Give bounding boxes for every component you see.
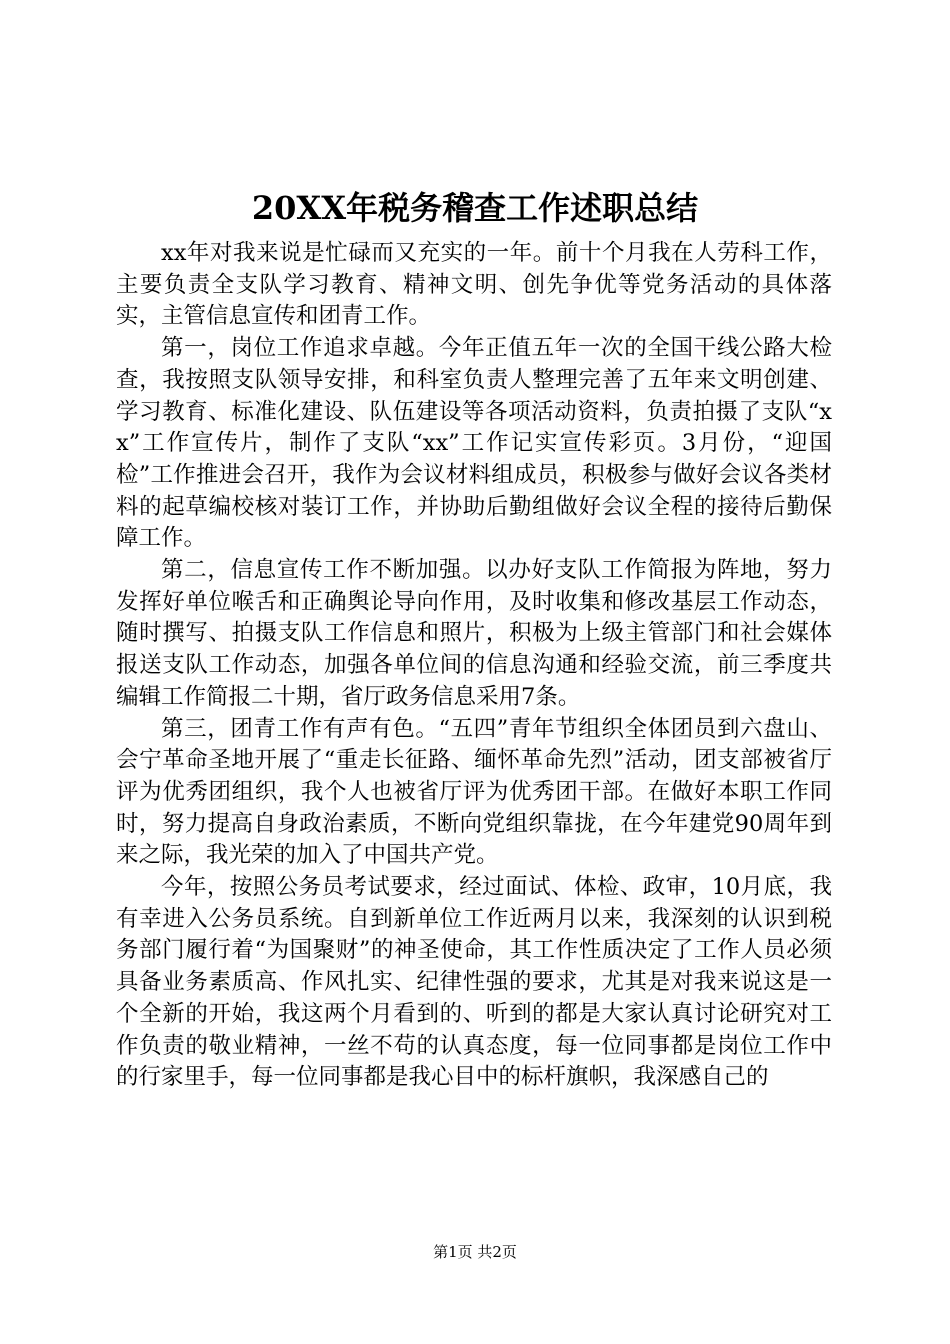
paragraph-third-point: 第三，团青工作有声有色。“五四”青年节组织全体团员到六盘山、会宁革命圣地开展了“重走长征路、缅怀革命先烈”活动，团支部被省厅评为优秀团组织，我个人也被省厅评为优秀团干部。在做好本职工作同时，努力提高自身政治素质，不断向党组织靠拢，在今年建党90周年到来之际，我光荣的加入了中国共产党。 (116, 715, 832, 869)
paragraph-second-point: 第二，信息宣传工作不断加强。以办好支队工作简报为阵地，努力发挥好单位喉舌和正确舆论导向作用，及时收集和修改基层工作动态，随时撰写、拍摄支队工作信息和照片，积极为上级主管部门和社会媒体报送支队工作动态，加强各单位间的信息沟通和经验交流，前三季度共编辑工作简报二十期，省厅政务信息采用7条。 (116, 557, 832, 710)
paragraph-first-point: 第一，岗位工作追求卓越。今年正值五年一次的全国干线公路大检查，我按照支队领导安排，和科室负责人整理完善了五年来文明创建、学习教育、标准化建设、队伍建设等各项活动资料，负责拍摄了支队“xx”工作宣传片，制作了支队“xx”工作记实宣传彩页。3月份，“迎国检”工作推进会召开，我作为会议材料组成员，积极参与做好会议各类材料的起草编校核对装订工作，并协助后勤组做好会议全程的接待后勤保障工作。 (116, 335, 832, 552)
document-title: 20XX年税务稽查工作述职总结 (251, 189, 699, 227)
page-number-footer: 第1页 共2页 (433, 1243, 517, 1261)
paragraph-intro: xx年对我来说是忙碌而又充实的一年。前十个月我在人劳科工作，主要负责全支队学习教育、精神文明、创先争优等党务活动的具体落实，主管信息宣传和团青工作。 (116, 240, 832, 330)
paragraph-this-year: 今年，按照公务员考试要求，经过面试、体检、政审，10月底，我有幸进入公务员系统。自到新单位工作近两月以来，我深刻的认识到税务部门履行着“为国聚财”的神圣使命，其工作性质决定了工作人员必须具备业务素质高、作风扎实、纪律性强的要求，尤其是对我来说这是一个全新的开始，我这两个月看到的、听到的都是大家认真讨论研究对工作负责的敬业精神，一丝不苟的认真态度，每一位同事都是岗位工作中的行家里手，每一位同事都是我心目中的标杆旗帜，我深感自己的 (116, 874, 832, 1091)
document-body (116, 238, 832, 1094)
